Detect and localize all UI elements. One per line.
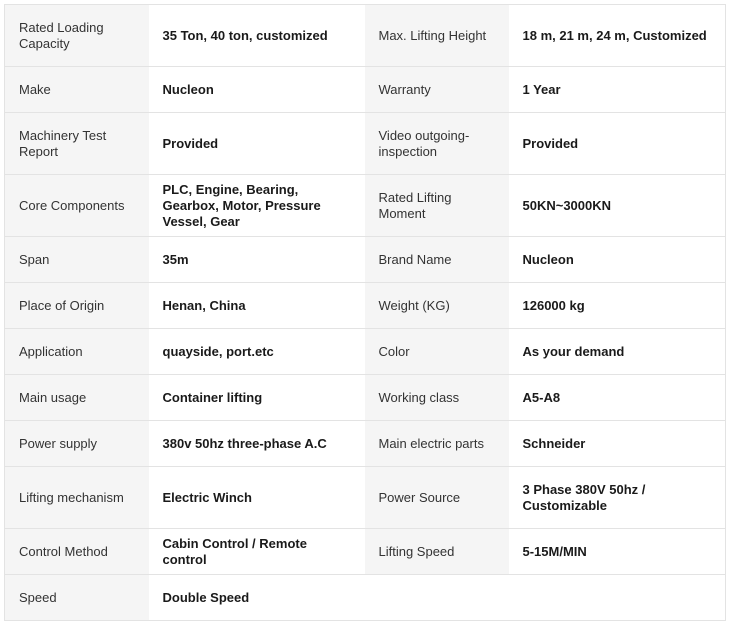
table-row: [5, 575, 726, 621]
spec-value: 18 m, 21 m, 24 m, Customized: [509, 5, 726, 67]
spec-label: Lifting Speed: [365, 529, 509, 575]
spec-label: Machinery Test Report: [5, 113, 149, 175]
spec-label: Main usage: [5, 375, 149, 421]
spec-value: Provided: [509, 113, 726, 175]
spec-label: Place of Origin: [5, 283, 149, 329]
spec-label: Video outgoing-inspection: [365, 113, 509, 175]
table-row: [5, 467, 726, 529]
spec-label: Rated Loading Capacity: [5, 5, 149, 67]
table-row: [5, 175, 726, 237]
spec-label: Core Components: [5, 175, 149, 237]
spec-value: Henan, China: [149, 283, 365, 329]
spec-label: Lifting mechanism: [5, 467, 149, 529]
spec-value: 50KN~3000KN: [509, 175, 726, 237]
table-row: [5, 529, 726, 575]
table-row: [5, 113, 726, 175]
spec-value: Nucleon: [149, 67, 365, 113]
spec-label-empty: [365, 575, 509, 621]
table-row: [5, 5, 726, 67]
table-row: [5, 283, 726, 329]
spec-label: Power Source: [365, 467, 509, 529]
spec-label: Weight (KG): [365, 283, 509, 329]
spec-value: Double Speed: [149, 575, 365, 621]
table-row: [5, 237, 726, 283]
spec-label: Control Method: [5, 529, 149, 575]
spec-label: Main electric parts: [365, 421, 509, 467]
spec-value: Electric Winch: [149, 467, 365, 529]
spec-label: Brand Name: [365, 237, 509, 283]
spec-label: Speed: [5, 575, 149, 621]
spec-label: Power supply: [5, 421, 149, 467]
spec-label: Warranty: [365, 67, 509, 113]
table-row: [5, 329, 726, 375]
spec-label: Application: [5, 329, 149, 375]
spec-value: 3 Phase 380V 50hz / Customizable: [509, 467, 726, 529]
table-row: [5, 375, 726, 421]
table-row: [5, 421, 726, 467]
specifications-table: [4, 4, 726, 621]
spec-value: 1 Year: [509, 67, 726, 113]
spec-value: 35m: [149, 237, 365, 283]
table-row: [5, 67, 726, 113]
spec-value: Cabin Control / Remote control: [149, 529, 365, 575]
spec-value: As your demand: [509, 329, 726, 375]
spec-value: 380v 50hz three-phase A.C: [149, 421, 365, 467]
spec-value: Nucleon: [509, 237, 726, 283]
spec-value: PLC, Engine, Bearing, Gearbox, Motor, Pressure Vessel, Gear: [149, 175, 365, 237]
spec-label: Span: [5, 237, 149, 283]
spec-value-empty: [509, 575, 726, 621]
spec-label: Max. Lifting Height: [365, 5, 509, 67]
spec-value: quayside, port.etc: [149, 329, 365, 375]
spec-label: Color: [365, 329, 509, 375]
spec-value: Container lifting: [149, 375, 365, 421]
spec-value: 5-15M/MIN: [509, 529, 726, 575]
spec-value: A5-A8: [509, 375, 726, 421]
spec-label: Make: [5, 67, 149, 113]
spec-label: Working class: [365, 375, 509, 421]
spec-value: 126000 kg: [509, 283, 726, 329]
spec-value: Provided: [149, 113, 365, 175]
spec-value: Schneider: [509, 421, 726, 467]
spec-label: Rated Lifting Moment: [365, 175, 509, 237]
spec-value: 35 Ton, 40 ton, customized: [149, 5, 365, 67]
